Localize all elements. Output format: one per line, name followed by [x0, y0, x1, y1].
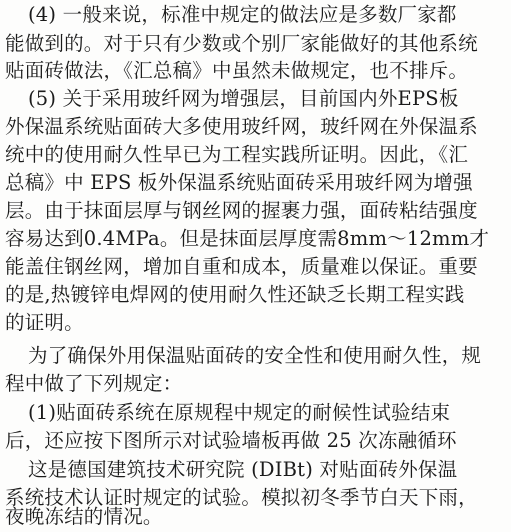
- text-line-14: 程中做了下列规定：: [5, 372, 183, 395]
- text-line-9: 容易达到0.4MPa。但是抹面层厚度需8mm～12mm才: [5, 227, 490, 250]
- text-line-2: 能做到的。对于只有少数或个别厂家能做好的其他系统: [5, 32, 478, 55]
- text-line-8: 层。由于抹面层厚与钢丝网的握裹力强，面砖粘结强度: [5, 199, 478, 222]
- text-line-12: 的证明。: [5, 311, 84, 334]
- text-line-16: 后，还应按下图所示对试验墙板再做 25 次冻融循环: [5, 429, 457, 452]
- text-line-7: 总稿》中 EPS 板外保温系统贴面砖采用玻纤网为增强: [5, 171, 473, 194]
- text-line-5: 外保温系统贴面砖大多使用玻纤网，玻纤网在外保温系: [5, 115, 478, 138]
- text-line-10: 能盖住钢丝网，增加自重和成本，质量难以保证。重要: [5, 255, 478, 278]
- text-line-18: 系统技术认证时规定的试验。模拟初冬季节白天下雨，: [5, 486, 478, 509]
- text-line-13: 为了确保外用保温贴面砖的安全性和使用耐久性，规: [28, 344, 482, 367]
- text-line-11: 的是,热镀锌电焊网的使用耐久性还缺乏长期工程实践: [5, 283, 465, 306]
- text-line-19: 夜晚冻结的情况。: [5, 505, 163, 528]
- text-line-1: (4) 一般来说，标准中规定的做法应是多数厂家都: [28, 3, 457, 26]
- text-line-3: 贴面砖做法，《汇总稿》中虽然未做规定，也不排斥。: [5, 59, 469, 82]
- text-line-15: (1)贴面砖系统在原规程中规定的耐候性试验结束: [28, 401, 451, 424]
- text-line-4: (5) 关于采用玻纤网为增强层，目前国内外EPS板: [28, 87, 459, 110]
- text-line-6: 统中的使用耐久性早已为工程实践所证明。因此，《汇: [5, 143, 469, 166]
- text-line-17: 这是德国建筑技术研究院 (DIBt) 对贴面砖外保温: [28, 458, 458, 481]
